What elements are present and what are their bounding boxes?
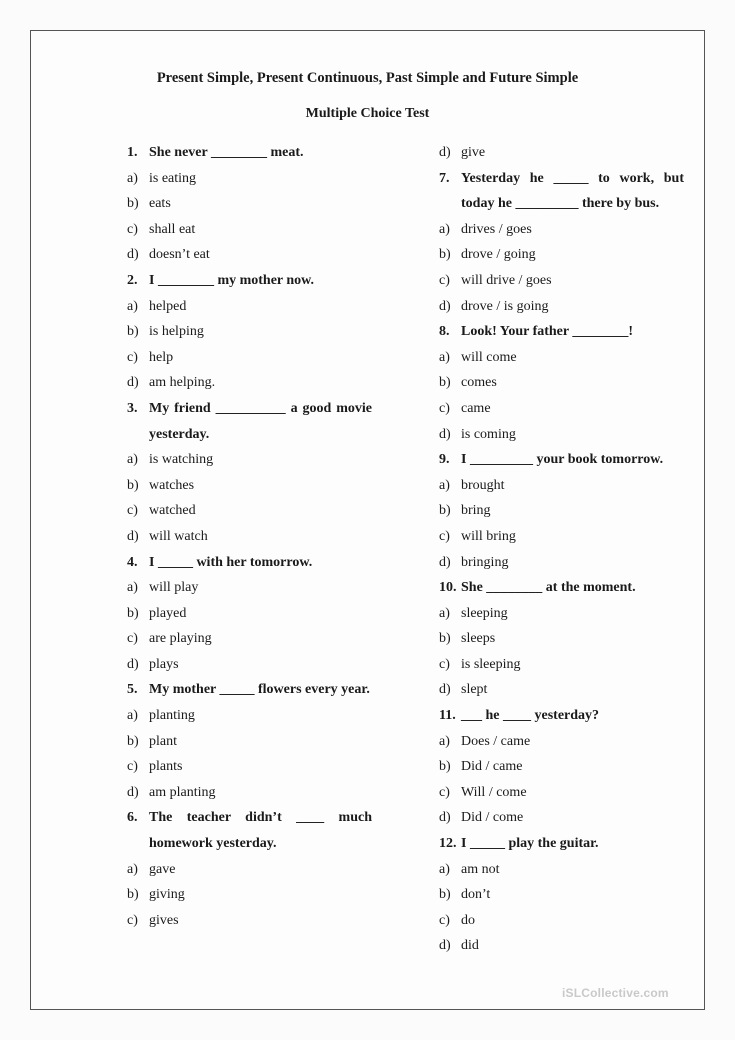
option-text: did <box>461 938 479 954</box>
option-letter: b) <box>127 605 139 621</box>
option-text: am planting <box>149 784 216 800</box>
question-block <box>127 268 372 396</box>
question-block <box>127 805 372 933</box>
answer-option[interactable] <box>127 473 372 499</box>
option-text: will drive / goes <box>461 272 552 288</box>
option-letter: c) <box>127 912 138 928</box>
answer-option[interactable] <box>127 575 372 601</box>
question-heading <box>439 319 684 345</box>
answer-option[interactable] <box>127 908 372 934</box>
question-block <box>439 703 684 831</box>
option-letter: a) <box>439 605 450 621</box>
answer-option[interactable] <box>127 780 372 806</box>
option-text: watches <box>149 477 195 493</box>
question-text: The teacher didn’t ____ much homework yesterday. <box>149 810 372 852</box>
answer-option[interactable] <box>127 729 372 755</box>
answer-option[interactable] <box>439 677 684 703</box>
worksheet-title: Present Simple, Present Continuous, Past Simple and Future Simple <box>156 70 579 86</box>
answer-option[interactable] <box>127 242 372 268</box>
option-letter: a) <box>127 170 138 186</box>
option-text: will watch <box>149 528 208 544</box>
option-text: came <box>461 400 491 416</box>
answer-option[interactable] <box>439 396 684 422</box>
option-letter: d) <box>127 656 139 672</box>
option-text: gave <box>149 861 176 877</box>
option-letter: a) <box>127 452 138 468</box>
option-text: am not <box>461 861 500 877</box>
answer-option[interactable] <box>439 780 684 806</box>
option-text: plays <box>149 656 179 672</box>
option-text: bring <box>461 503 491 519</box>
question-number: 4. <box>127 554 138 570</box>
option-letter: b) <box>127 733 139 749</box>
question-text: I _____ with her tomorrow. <box>149 554 313 570</box>
option-text: is watching <box>149 452 214 468</box>
question-block <box>439 447 684 575</box>
question-number: 5. <box>127 682 138 698</box>
option-text: sleeps <box>461 631 496 647</box>
question-heading <box>127 677 372 703</box>
option-letter: a) <box>127 298 138 314</box>
option-text: slept <box>461 682 488 698</box>
option-letter: c) <box>439 272 450 288</box>
answer-option[interactable] <box>439 140 684 166</box>
option-text: plant <box>149 733 177 749</box>
question-heading <box>439 831 684 857</box>
option-letter: d) <box>439 145 451 160</box>
option-letter: b) <box>439 375 451 391</box>
option-letter: d) <box>439 298 451 314</box>
answer-option[interactable] <box>127 191 372 217</box>
question-heading <box>127 268 372 294</box>
question-block <box>439 575 684 703</box>
option-letter: c) <box>439 912 450 928</box>
question-text: ___ he ____ yesterday? <box>461 708 600 724</box>
question-heading <box>439 447 684 473</box>
question-number: 7. <box>439 170 450 186</box>
option-text: brought <box>461 477 505 493</box>
option-text: do <box>461 912 475 928</box>
question-text: I _________ your book tomorrow. <box>461 452 664 468</box>
question-number: 6. <box>127 810 138 826</box>
option-letter: d) <box>127 528 139 544</box>
answer-option[interactable] <box>127 524 372 550</box>
option-letter: b) <box>439 631 451 647</box>
question-block <box>127 140 372 268</box>
option-letter: c) <box>127 221 138 237</box>
question-block <box>127 677 372 805</box>
answer-option[interactable] <box>127 882 372 908</box>
option-text: is helping <box>149 324 204 340</box>
option-text: drove / is going <box>461 298 549 314</box>
answer-option[interactable] <box>439 729 684 755</box>
option-text: planting <box>149 708 195 724</box>
watermark: iSLCollective.com <box>562 986 669 1000</box>
answer-option[interactable] <box>127 754 372 780</box>
answer-option[interactable] <box>127 626 372 652</box>
question-text: She ________ at the moment. <box>461 580 636 596</box>
option-letter: c) <box>439 528 450 544</box>
option-text: doesn’t eat <box>149 247 210 263</box>
question-number: 1. <box>127 145 138 160</box>
answer-option[interactable] <box>439 626 684 652</box>
option-text: shall eat <box>149 221 196 237</box>
answer-option[interactable] <box>439 550 684 576</box>
option-letter: a) <box>439 733 450 749</box>
answer-option[interactable] <box>439 294 684 320</box>
question-text: Yesterday he _____ to work, but today he _________ there by bus. <box>461 170 684 212</box>
answer-option[interactable] <box>439 217 684 243</box>
option-text: help <box>149 349 174 365</box>
answer-option[interactable] <box>439 473 684 499</box>
option-letter: a) <box>127 861 138 877</box>
option-text: don’t <box>461 887 491 903</box>
answer-option[interactable] <box>127 294 372 320</box>
question-heading <box>439 703 684 729</box>
question-number: 2. <box>127 272 138 288</box>
answer-option[interactable] <box>439 652 684 678</box>
answer-option[interactable] <box>439 268 684 294</box>
answer-option[interactable] <box>127 857 372 883</box>
question-number: 8. <box>439 324 450 340</box>
question-number: 12. <box>439 836 457 852</box>
answer-option[interactable] <box>439 601 684 627</box>
answer-option[interactable] <box>439 524 684 550</box>
option-letter: d) <box>127 784 139 800</box>
option-text: Will / come <box>461 784 527 800</box>
answer-option[interactable] <box>439 857 684 883</box>
option-letter: b) <box>127 324 139 340</box>
option-text: Does / came <box>461 733 531 749</box>
question-text: My mother _____ flowers every year. <box>149 682 370 698</box>
answer-option[interactable] <box>439 908 684 934</box>
option-text: gives <box>149 912 179 928</box>
answer-option[interactable] <box>439 754 684 780</box>
answer-option[interactable] <box>127 703 372 729</box>
answer-option[interactable] <box>127 652 372 678</box>
question-text: I _____ play the guitar. <box>461 836 599 852</box>
question-number: 3. <box>127 400 138 416</box>
option-text: comes <box>461 375 497 391</box>
option-letter: a) <box>439 861 450 877</box>
question-heading <box>127 805 372 856</box>
option-letter: d) <box>439 810 451 826</box>
option-letter: b) <box>439 247 451 263</box>
option-text: am helping. <box>149 375 216 391</box>
option-letter: d) <box>439 938 451 954</box>
option-letter: b) <box>439 759 451 775</box>
option-text: watched <box>149 503 196 519</box>
option-text: Did / come <box>461 810 524 826</box>
option-text: is coming <box>461 426 516 442</box>
option-letter: d) <box>439 426 451 442</box>
question-block <box>439 831 684 959</box>
answer-option[interactable] <box>439 805 684 831</box>
option-text: plants <box>149 759 183 775</box>
option-letter: d) <box>127 247 139 263</box>
answer-option[interactable] <box>439 345 684 371</box>
question-heading <box>127 140 372 166</box>
answer-option[interactable] <box>439 498 684 524</box>
option-text: drove / going <box>461 247 536 263</box>
option-letter: a) <box>127 708 138 724</box>
option-letter: a) <box>439 477 450 493</box>
option-text: bringing <box>461 554 509 570</box>
option-letter: b) <box>127 887 139 903</box>
question-number: 10. <box>439 580 457 596</box>
option-text: will bring <box>461 528 516 544</box>
option-letter: b) <box>127 196 139 212</box>
option-text: helped <box>149 298 187 314</box>
question-block <box>439 319 684 447</box>
question-heading <box>127 396 372 447</box>
question-text: Look! Your father ________! <box>461 324 634 340</box>
question-text: I ________ my mother now. <box>149 272 315 288</box>
answer-option[interactable] <box>439 422 684 448</box>
question-heading <box>439 575 684 601</box>
option-letter: b) <box>439 887 451 903</box>
question-heading <box>127 550 372 576</box>
option-letter: c) <box>439 784 450 800</box>
option-letter: c) <box>439 400 450 416</box>
answer-option[interactable] <box>127 319 372 345</box>
option-text: will come <box>461 349 517 365</box>
question-text: She never ________ meat. <box>149 145 304 160</box>
question-block <box>439 166 684 320</box>
option-letter: d) <box>439 554 451 570</box>
option-text: eats <box>149 196 171 212</box>
option-letter: b) <box>127 477 139 493</box>
question-number: 9. <box>439 452 450 468</box>
option-text: giving <box>149 887 185 903</box>
option-letter: c) <box>439 656 450 672</box>
question-text: My friend __________ a good movie yesterday. <box>149 400 372 442</box>
answer-option[interactable] <box>439 370 684 396</box>
option-text: are playing <box>149 631 212 647</box>
answer-option[interactable] <box>127 447 372 473</box>
option-letter: a) <box>439 221 450 237</box>
option-letter: c) <box>127 349 138 365</box>
answer-option[interactable] <box>127 166 372 192</box>
question-heading <box>439 166 684 217</box>
left-question-column <box>127 140 372 933</box>
option-text: played <box>149 605 187 621</box>
answer-option[interactable] <box>127 498 372 524</box>
question-block <box>127 396 372 550</box>
option-text: drives / goes <box>461 221 532 237</box>
option-text: will play <box>149 580 199 596</box>
option-text: give <box>461 145 486 160</box>
option-letter: d) <box>127 375 139 391</box>
option-letter: d) <box>439 682 451 698</box>
option-text: sleeping <box>461 605 508 621</box>
option-letter: c) <box>127 759 138 775</box>
option-letter: b) <box>439 503 451 519</box>
option-text: is eating <box>149 170 197 186</box>
option-text: is sleeping <box>461 656 521 672</box>
option-letter: c) <box>127 631 138 647</box>
option-text: Did / came <box>461 759 523 775</box>
answer-option[interactable] <box>127 601 372 627</box>
option-letter: a) <box>439 349 450 365</box>
answer-option[interactable] <box>439 933 684 959</box>
answer-option[interactable] <box>127 345 372 371</box>
option-letter: a) <box>127 580 138 596</box>
answer-option[interactable] <box>127 370 372 396</box>
option-letter: c) <box>127 503 138 519</box>
worksheet-subtitle: Multiple Choice Test <box>305 106 430 121</box>
question-number: 11. <box>439 708 456 724</box>
answer-option[interactable] <box>439 882 684 908</box>
right-question-column <box>439 140 684 959</box>
answer-option[interactable] <box>127 217 372 243</box>
answer-option[interactable] <box>439 242 684 268</box>
question-block <box>127 550 372 678</box>
